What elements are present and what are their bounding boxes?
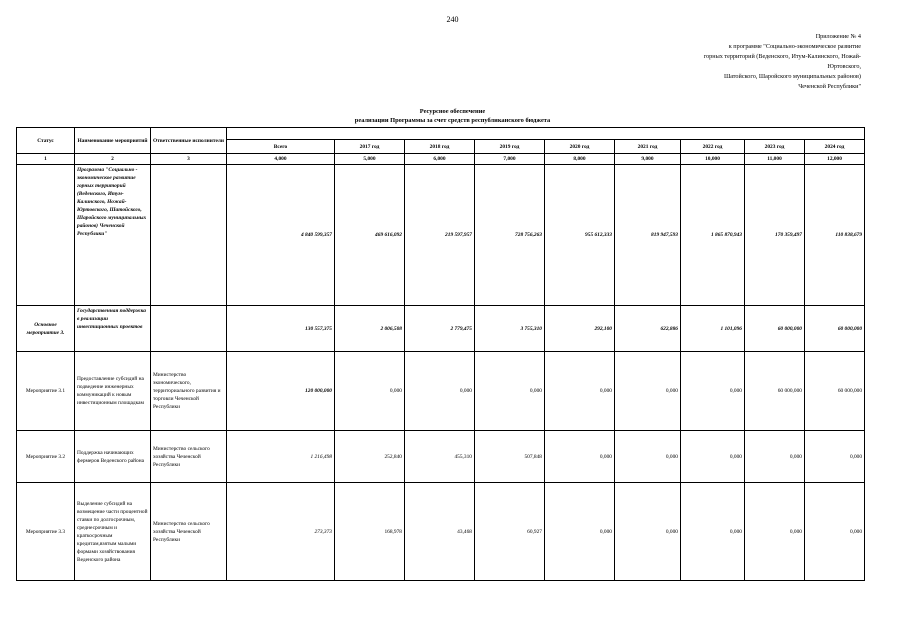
header-year: 2018 год <box>405 140 475 154</box>
row-value-2017: 0,000 <box>335 352 405 431</box>
row-executors: Министерство сельского хозяйства Чеченской Республики <box>151 483 227 581</box>
appendix-line: Шатойского, Шаройского муниципальных районов) <box>723 73 861 80</box>
row-name: Программа "Социально - экономическое развитие горных территорий (Веденского, Итум-Калинского, Ножай-Юртовского, Шатойского, Шаройского муниципальных районов) Чеченской Республики" <box>75 165 151 306</box>
header-year: 2019 год <box>475 140 545 154</box>
row-value-2023: 170 359,497 <box>745 165 805 306</box>
table-row-main-measure <box>17 306 865 352</box>
row-value-2020: 0,000 <box>545 352 615 431</box>
column-number: 2 <box>75 154 151 165</box>
row-value-2017: 469 616,092 <box>335 165 405 306</box>
row-value-2019: 0,000 <box>475 352 545 431</box>
row-value-2017: 2 006,508 <box>335 306 405 352</box>
row-value-2024: 110 838,679 <box>805 165 865 306</box>
appendix-line: к программе "Социально-экономическое развитие <box>728 43 861 50</box>
row-status: Основное мероприятие 3. <box>17 306 75 352</box>
row-total: 120 000,000 <box>227 352 335 431</box>
column-number: 12,000 <box>805 154 865 165</box>
row-name: Поддержка начинающих фермеров Веденского района <box>75 431 151 483</box>
row-value-2020: 955 612,333 <box>545 165 615 306</box>
appendix-line: горных территорий (Веденского, Итум-Калинского, Ножай- <box>703 53 861 60</box>
row-total: 273,373 <box>227 483 335 581</box>
row-value-2017: 252,840 <box>335 431 405 483</box>
row-executors <box>151 165 227 306</box>
header-status: Статус <box>17 128 75 154</box>
row-value-2021: 0,000 <box>615 431 681 483</box>
page-number: 240 <box>446 15 459 24</box>
appendix-note <box>601 32 861 92</box>
header-year: 2024 год <box>805 140 865 154</box>
row-value-2020: 292,100 <box>545 306 615 352</box>
row-executors <box>151 306 227 352</box>
row-value-2022: 0,000 <box>681 431 745 483</box>
row-value-2018: 219 597,957 <box>405 165 475 306</box>
row-value-2019: 728 756,263 <box>475 165 545 306</box>
header-year: 2021 год <box>615 140 681 154</box>
header-row <box>17 128 865 140</box>
header-blank <box>227 128 865 140</box>
header-year: 2020 год <box>545 140 615 154</box>
table-row-measure-3-3 <box>17 483 865 581</box>
row-value-2021: 819 947,593 <box>615 165 681 306</box>
row-value-2024: 60 000,000 <box>805 306 865 352</box>
table-row-program <box>17 165 865 306</box>
header-total: Всего <box>227 140 335 154</box>
row-total: 4 840 599,357 <box>227 165 335 306</box>
title-line-2: реализации Программы за счет средств республиканского бюджета <box>354 117 551 124</box>
header-executors: Ответственные исполнители <box>151 128 227 154</box>
row-value-2022: 0,000 <box>681 483 745 581</box>
title-line-1: Ресурсное обеспечение <box>419 108 486 115</box>
row-value-2024: 0,000 <box>805 431 865 483</box>
column-number: 7,000 <box>475 154 545 165</box>
row-value-2018: 0,000 <box>405 352 475 431</box>
appendix-line: Приложение № 4 <box>815 33 861 40</box>
column-number: 4,000 <box>227 154 335 165</box>
numbering-row <box>17 154 865 165</box>
row-value-2018: 43,468 <box>405 483 475 581</box>
row-value-2022: 1 865 870,943 <box>681 165 745 306</box>
row-value-2019: 60,927 <box>475 483 545 581</box>
row-value-2020: 0,000 <box>545 483 615 581</box>
column-number: 9,000 <box>615 154 681 165</box>
budget-table <box>16 127 865 581</box>
row-value-2019: 3 755,310 <box>475 306 545 352</box>
row-value-2022: 1 101,096 <box>681 306 745 352</box>
row-value-2021: 622,886 <box>615 306 681 352</box>
row-status: Мероприятие 3.2 <box>17 431 75 483</box>
column-number: 6,000 <box>405 154 475 165</box>
row-value-2023: 60 000,000 <box>745 352 805 431</box>
column-number: 5,000 <box>335 154 405 165</box>
row-value-2024: 0,000 <box>805 483 865 581</box>
row-total: 1 216,498 <box>227 431 335 483</box>
row-value-2023: 60 000,000 <box>745 306 805 352</box>
column-number: 8,000 <box>545 154 615 165</box>
row-name: Выделение субсидий на возмещение части процентной ставки по долгосрочным, среднесрочным и краткосрочным кредитам,взятым малыми формами хозяйствования Веденского района <box>75 483 151 581</box>
row-total: 130 557,375 <box>227 306 335 352</box>
row-value-2021: 0,000 <box>615 352 681 431</box>
row-value-2019: 507,848 <box>475 431 545 483</box>
row-name: Предоставление субсидий на подведение инженерных коммуникаций к новым инвестиционным площадкам <box>75 352 151 431</box>
row-value-2020: 0,000 <box>545 431 615 483</box>
table-row-measure-3-1 <box>17 352 865 431</box>
header-year: 2017 год <box>335 140 405 154</box>
appendix-line: Юртовского, <box>827 63 861 70</box>
row-executors: Министерство экономического, территориального развития и торговли Чеченской Республики <box>151 352 227 431</box>
header-year: 2022 год <box>681 140 745 154</box>
row-value-2022: 0,000 <box>681 352 745 431</box>
row-status <box>17 165 75 306</box>
row-value-2021: 0,000 <box>615 483 681 581</box>
header-name: Наименование мероприятий <box>75 128 151 154</box>
column-number: 10,000 <box>681 154 745 165</box>
row-value-2018: 2 779,475 <box>405 306 475 352</box>
column-number: 11,000 <box>745 154 805 165</box>
row-value-2024: 60 000,000 <box>805 352 865 431</box>
row-value-2023: 0,000 <box>745 483 805 581</box>
document-title <box>0 107 905 125</box>
row-value-2017: 168,978 <box>335 483 405 581</box>
appendix-line: Чеченской Республики" <box>798 83 861 90</box>
row-value-2023: 0,000 <box>745 431 805 483</box>
row-name: Государственная поддержка в реализации инвестиционных проектов <box>75 306 151 352</box>
row-executors: Министерство сельского хозяйства Чеченской Республики <box>151 431 227 483</box>
column-number: 1 <box>17 154 75 165</box>
header-year: 2023 год <box>745 140 805 154</box>
table-row-measure-3-2 <box>17 431 865 483</box>
row-status: Мероприятие 3.3 <box>17 483 75 581</box>
column-number: 3 <box>151 154 227 165</box>
row-value-2018: 455,310 <box>405 431 475 483</box>
row-status: Мероприятие 3.1 <box>17 352 75 431</box>
